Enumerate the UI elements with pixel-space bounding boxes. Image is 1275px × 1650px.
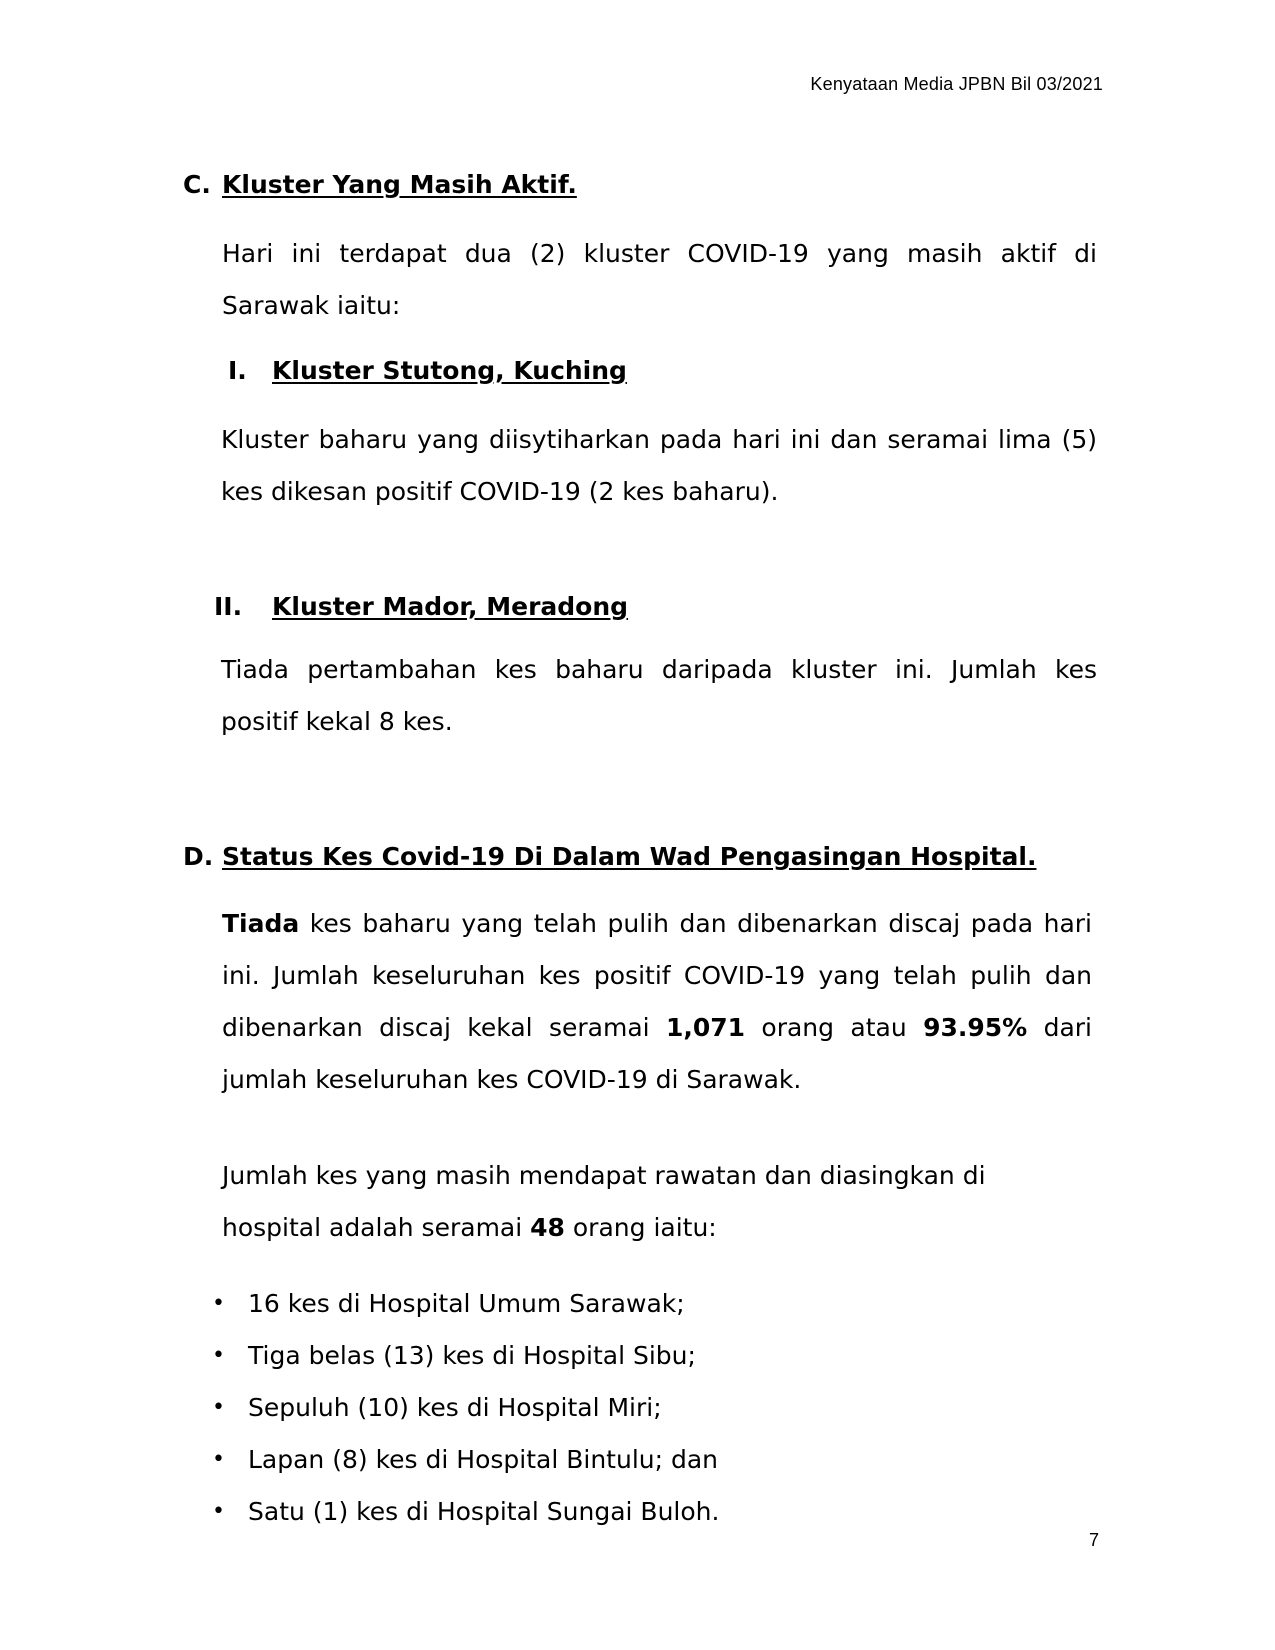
- section-d-title: Status Kes Covid-19 Di Dalam Wad Pengasingan Hospital.: [222, 842, 1037, 871]
- list-item-text: 16 kes di Hospital Umum Sarawak;: [248, 1289, 685, 1318]
- section-d-heading: [183, 842, 1036, 871]
- bullet-icon: •: [212, 1499, 225, 1524]
- cluster-2-text: Tiada pertambahan kes baharu daripada kluster ini. Jumlah kes positif kekal 8 kes.: [221, 655, 1097, 736]
- list-item: [212, 1486, 719, 1538]
- list-item-text: Satu (1) kes di Hospital Sungai Buloh.: [248, 1497, 720, 1526]
- bold-recovered-percent: 93.95%: [923, 1013, 1028, 1042]
- p2-part-1: Jumlah kes yang masih mendapat rawatan dan diasingkan di hospital adalah seramai: [222, 1161, 986, 1242]
- page-header: Kenyataan Media JPBN Bil 03/2021: [810, 74, 1103, 94]
- bold-recovered-count: 1,071: [665, 1013, 746, 1042]
- bullet-icon: •: [212, 1447, 225, 1472]
- hospital-list: [212, 1278, 719, 1538]
- section-d-paragraph-1: [222, 898, 1092, 1106]
- list-item: [212, 1434, 719, 1486]
- list-item: [212, 1330, 719, 1382]
- page-number: 7: [1088, 1530, 1099, 1550]
- section-c-intro: Hari ini terdapat dua (2) kluster COVID-19 yang masih aktif di Sarawak iaitu:: [222, 239, 1097, 320]
- section-d-paragraph-2: [222, 1150, 1092, 1254]
- bullet-icon: •: [212, 1395, 225, 1420]
- list-item: [212, 1382, 719, 1434]
- list-item: [212, 1278, 719, 1330]
- list-item-text: Lapan (8) kes di Hospital Bintulu; dan: [248, 1445, 719, 1474]
- section-c-letter: C.: [183, 170, 211, 199]
- p1-part-2: orang atau: [745, 1013, 924, 1042]
- p1-part-1: kes baharu yang telah pulih dan dibenarkan discaj pada hari ini. Jumlah keseluruhan kes positif COVID-19 yang telah pulih dan dibenarkan discaj kekal seramai: [222, 909, 1092, 1042]
- cluster-1-title: Kluster Stutong, Kuching: [272, 356, 627, 385]
- cluster-1-number: I.: [228, 356, 247, 385]
- section-d-letter: D.: [183, 842, 214, 871]
- section-c-title: Kluster Yang Masih Aktif.: [222, 170, 577, 199]
- section-c-heading: [183, 170, 577, 199]
- cluster-2-heading: [214, 592, 628, 621]
- bold-hospital-count: 48: [530, 1213, 565, 1242]
- cluster-2-number: II.: [214, 592, 243, 621]
- bold-tiada: Tiada: [222, 909, 300, 938]
- cluster-1-heading: [228, 356, 627, 385]
- cluster-1-text: Kluster baharu yang diisytiharkan pada hari ini dan seramai lima (5) kes dikesan positif COVID-19 (2 kes baharu).: [221, 425, 1097, 506]
- list-item-text: Sepuluh (10) kes di Hospital Miri;: [248, 1393, 662, 1422]
- cluster-2-title: Kluster Mador, Meradong: [272, 592, 629, 621]
- list-item-text: Tiga belas (13) kes di Hospital Sibu;: [248, 1341, 696, 1370]
- p2-part-2: orang iaitu:: [564, 1213, 717, 1242]
- bullet-icon: •: [212, 1343, 225, 1368]
- p1-part-3: dari jumlah keseluruhan kes COVID-19 di Sarawak.: [222, 1013, 1092, 1094]
- bullet-icon: •: [212, 1291, 225, 1316]
